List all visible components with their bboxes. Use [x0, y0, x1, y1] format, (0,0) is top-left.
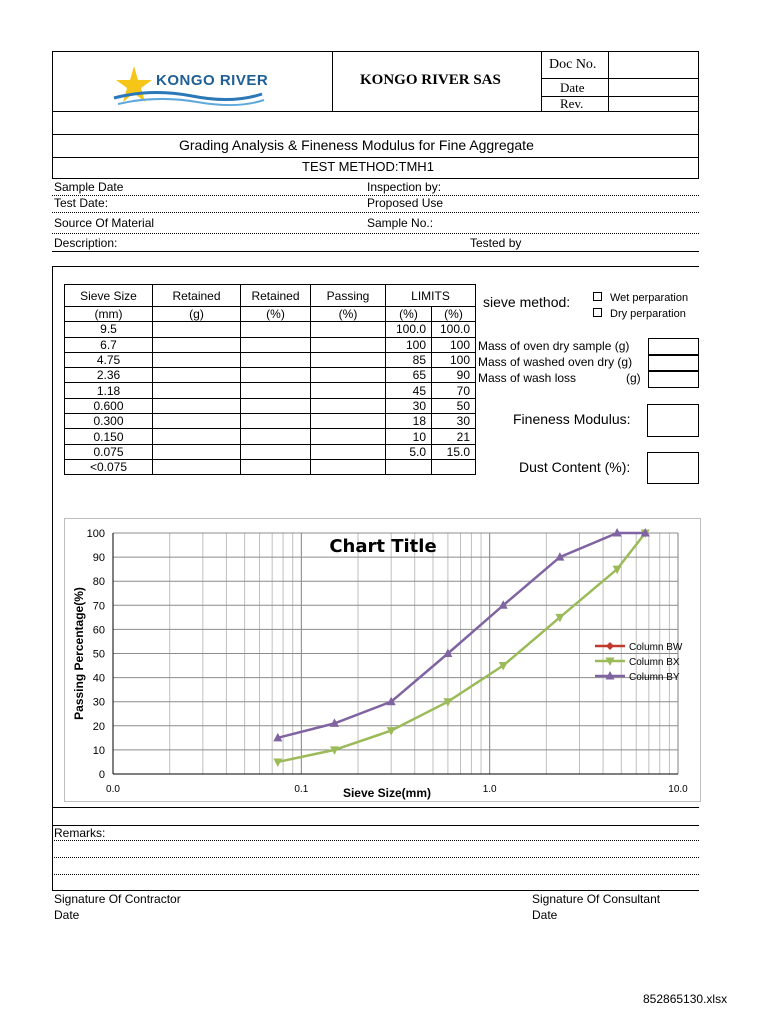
unit-pct: (%)	[432, 307, 476, 322]
retained-pct-cell[interactable]	[241, 322, 311, 337]
sieve-size: 9.5	[65, 322, 153, 337]
table-row	[65, 337, 476, 352]
dry-checkbox[interactable]	[593, 308, 602, 317]
retained-g-cell[interactable]	[153, 414, 241, 429]
header-limits: LIMITS	[386, 285, 476, 307]
test-date-label: Test Date:	[54, 196, 109, 210]
data-point	[606, 642, 614, 650]
date-field[interactable]	[610, 80, 696, 95]
passing-cell[interactable]	[311, 383, 386, 398]
limit-high: 100	[432, 352, 476, 367]
sample-date-label: Sample Date	[54, 180, 124, 194]
fineness-modulus-label: Fineness Modulus:	[513, 411, 631, 427]
legend-label: Column BY	[629, 672, 680, 683]
date-left-label: Date	[54, 908, 80, 922]
y-tick-label: 100	[86, 528, 105, 540]
retained-g-cell[interactable]	[153, 429, 241, 444]
limit-high	[432, 459, 476, 474]
mass-wash-loss-field[interactable]	[648, 370, 699, 388]
inspection-by-label: Inspection by:	[367, 180, 442, 194]
retained-pct-cell[interactable]	[241, 352, 311, 367]
dust-content-field[interactable]	[647, 452, 699, 484]
y-tick-label: 40	[92, 672, 105, 685]
retained-pct-cell[interactable]	[241, 414, 311, 429]
date-right-label: Date	[532, 908, 558, 922]
sieve-size: 4.75	[65, 352, 153, 367]
sieve-size: 0.075	[65, 444, 153, 459]
limit-low: 45	[386, 383, 432, 398]
unit-pct: (%)	[241, 307, 311, 322]
mass-wash-loss-unit: (g)	[626, 371, 641, 385]
test-method: TEST METHOD:TMH1	[302, 159, 434, 174]
retained-g-cell[interactable]	[153, 398, 241, 413]
doc-no-label: Doc No.	[549, 57, 597, 72]
limit-low	[386, 459, 432, 474]
retained-g-cell[interactable]	[153, 337, 241, 352]
signature-contractor-label: Signature Of Contractor	[54, 892, 181, 906]
tested-by-label: Tested by	[470, 236, 522, 250]
wet-label: Wet perparation	[610, 292, 689, 304]
table-row	[65, 352, 476, 367]
fineness-modulus-field[interactable]	[647, 404, 699, 437]
limit-high: 15.0	[432, 444, 476, 459]
company-name: KONGO RIVER SAS	[360, 72, 501, 88]
header-retained-g: Retained	[153, 285, 241, 307]
unit-g: (g)	[153, 307, 241, 322]
retained-g-cell[interactable]	[153, 383, 241, 398]
limit-low: 30	[386, 398, 432, 413]
passing-cell[interactable]	[311, 459, 386, 474]
y-tick-label: 70	[92, 600, 105, 613]
passing-cell[interactable]	[311, 368, 386, 383]
retained-pct-cell[interactable]	[241, 429, 311, 444]
description-label: Description:	[54, 236, 118, 250]
limit-high: 100	[432, 337, 476, 352]
x-axis-label: Sieve Size(mm)	[342, 786, 432, 800]
table-units-row	[65, 307, 476, 322]
limit-low: 100.0	[386, 322, 432, 337]
rev-field[interactable]	[610, 98, 696, 110]
unit-pct: (%)	[311, 307, 386, 322]
header-retained-pct: Retained	[241, 285, 311, 307]
table-row	[65, 368, 476, 383]
passing-cell[interactable]	[311, 444, 386, 459]
table-row	[65, 459, 476, 474]
remarks-line[interactable]	[52, 874, 699, 875]
retained-g-cell[interactable]	[153, 322, 241, 337]
limit-low: 100	[386, 337, 432, 352]
grading-chart	[64, 518, 701, 802]
sieve-size: <0.075	[65, 459, 153, 474]
y-tick-label: 30	[92, 696, 105, 709]
limit-high: 21	[432, 429, 476, 444]
remarks-line[interactable]	[52, 840, 699, 841]
header-sieve-size: Sieve Size	[65, 285, 153, 307]
x-tick-label: 10.0	[668, 784, 688, 795]
legend-label: Column BX	[629, 657, 680, 668]
y-tick-label: 0	[98, 769, 105, 781]
sieve-size: 2.36	[65, 368, 153, 383]
y-tick-label: 50	[92, 648, 105, 661]
sample-no-label: Sample No.:	[367, 216, 434, 230]
limit-low: 85	[386, 352, 432, 367]
source-label: Source Of Material	[54, 216, 155, 230]
sieve-size: 0.150	[65, 429, 153, 444]
x-tick-label: 0.1	[294, 784, 309, 795]
y-tick-label: 60	[92, 624, 105, 637]
y-tick-label: 90	[92, 552, 105, 565]
limit-high: 50	[432, 398, 476, 413]
doc-no-field[interactable]	[610, 53, 696, 77]
dust-content-label: Dust Content (%):	[519, 459, 631, 475]
data-point	[273, 758, 282, 767]
limit-low: 18	[386, 414, 432, 429]
sieve-size: 0.300	[65, 414, 153, 429]
sieve-method-label: sieve method:	[483, 294, 571, 310]
limit-low: 5.0	[386, 444, 432, 459]
passing-cell[interactable]	[311, 322, 386, 337]
retained-g-cell[interactable]	[153, 368, 241, 383]
table-row	[65, 383, 476, 398]
limit-high: 70	[432, 383, 476, 398]
limit-high: 100.0	[432, 322, 476, 337]
rev-label: Rev.	[560, 96, 584, 111]
x-tick-label: 1.0	[482, 784, 497, 795]
chart-title: Chart Title	[329, 536, 437, 557]
remarks-line[interactable]	[52, 857, 699, 858]
unit-pct: (%)	[386, 307, 432, 322]
wet-checkbox[interactable]	[593, 292, 602, 301]
retained-pct-cell[interactable]	[241, 337, 311, 352]
date-label: Date	[560, 80, 585, 95]
proposed-use-label: Proposed Use	[367, 196, 444, 210]
logo-text: KONGO RIVER	[156, 72, 269, 89]
retained-pct-cell[interactable]	[241, 444, 311, 459]
sieve-size: 6.7	[65, 337, 153, 352]
limit-high: 30	[432, 414, 476, 429]
retained-g-cell[interactable]	[153, 352, 241, 367]
x-tick-label: 0.0	[106, 784, 120, 795]
unit-mm: (mm)	[65, 307, 153, 322]
retained-g-cell[interactable]	[153, 459, 241, 474]
remarks-label: Remarks:	[54, 826, 106, 840]
series-line	[278, 533, 645, 738]
chart-svg	[65, 519, 700, 801]
retained-pct-cell[interactable]	[241, 459, 311, 474]
table-row	[65, 414, 476, 429]
limit-high: 90	[432, 368, 476, 383]
header-passing: Passing	[311, 285, 386, 307]
series-line	[278, 533, 645, 762]
retained-pct-cell[interactable]	[241, 383, 311, 398]
limit-low: 65	[386, 368, 432, 383]
passing-cell[interactable]	[311, 429, 386, 444]
table-row	[65, 444, 476, 459]
y-tick-label: 10	[92, 744, 105, 757]
y-tick-label: 80	[92, 576, 105, 589]
passing-cell[interactable]	[311, 352, 386, 367]
limit-low: 10	[386, 429, 432, 444]
table-row	[65, 322, 476, 337]
y-tick-label: 20	[92, 720, 105, 733]
mass-wash-loss-label: Mass of wash loss	[478, 371, 577, 385]
table-row	[65, 429, 476, 444]
doc-title: Grading Analysis & Fineness Modulus for Fine Aggregate	[179, 137, 534, 153]
legend-label: Column BW	[629, 642, 683, 653]
retained-pct-cell[interactable]	[241, 398, 311, 413]
sieve-size: 1.18	[65, 383, 153, 398]
table-row	[65, 398, 476, 413]
y-axis-label: Passing Percentage(%)	[72, 587, 86, 720]
retained-pct-cell[interactable]	[241, 368, 311, 383]
dry-label: Dry perparation	[610, 308, 686, 320]
sieve-size: 0.600	[65, 398, 153, 413]
signature-consultant-label: Signature Of Consultant	[532, 892, 661, 906]
retained-g-cell[interactable]	[153, 444, 241, 459]
mass-washed-label: Mass of washed oven dry (g)	[478, 355, 633, 369]
company-logo	[112, 64, 272, 110]
passing-cell[interactable]	[311, 398, 386, 413]
passing-cell[interactable]	[311, 337, 386, 352]
passing-cell[interactable]	[311, 414, 386, 429]
sieve-table	[64, 284, 476, 475]
mass-oven-dry-label: Mass of oven dry sample (g)	[478, 339, 630, 353]
file-name: 852865130.xlsx	[643, 992, 728, 1006]
